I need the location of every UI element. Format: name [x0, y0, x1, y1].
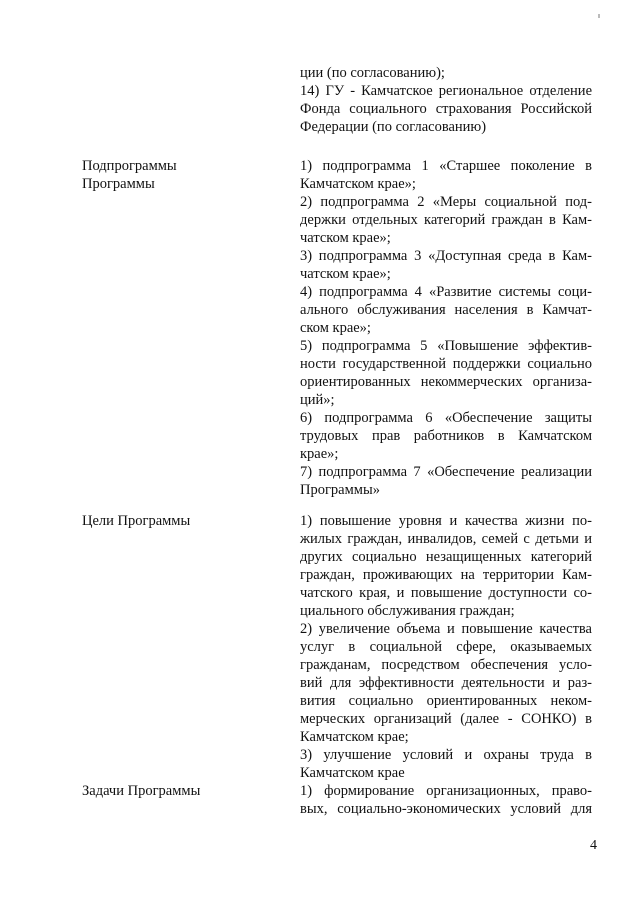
text-line: 3) подпрограмма 3 «Доступная среда в Кам- [300, 248, 592, 264]
top-block [300, 64, 592, 136]
text-line: ций»; [300, 392, 335, 408]
text-line: Камчатском крае; [300, 729, 409, 745]
text-line: Фонда социального страхования Российской [300, 101, 592, 117]
text-line: услуг в социальной сфере, оказываемых [300, 639, 592, 655]
text-line: вых, социально-экономических условий для [300, 801, 592, 817]
text-line: других социально незащищенных категорий [300, 549, 592, 565]
text-line: ориентированных некоммерческих организа- [300, 374, 592, 390]
text-line: гражданам, посредством обеспечения усло- [300, 657, 592, 673]
text-line: жилых граждан, инвалидов, семей с детьми и [300, 531, 592, 547]
text-line: Программы» [300, 482, 380, 498]
text-line: Камчатском крае»; [300, 176, 416, 192]
text-line: 7) подпрограмма 7 «Обеспечение реализации [300, 464, 592, 480]
text-line: чатском крае»; [300, 266, 391, 282]
page-number: 4 [590, 838, 597, 853]
text-line: держки отдельных категорий граждан в Кам- [300, 212, 592, 228]
label-line: Программы [82, 176, 155, 192]
text-line: ском крае»; [300, 320, 371, 336]
text-line: чатского края, и повышение доступности со- [300, 585, 592, 601]
text-line: ности государственной поддержки социально [300, 356, 592, 372]
text-line: 4) подпрограмма 4 «Развитие системы соци- [300, 284, 592, 300]
section-label-goals [82, 512, 190, 530]
text-line: ального обслуживания населения в Камчат- [300, 302, 592, 318]
section-body-goals [300, 512, 592, 782]
text-line: 6) подпрограмма 6 «Обеспечение защиты [300, 410, 592, 426]
text-line: Федерации (по согласованию) [300, 119, 487, 135]
section-body-subprograms [300, 157, 592, 499]
section-label-tasks [82, 782, 200, 800]
text-line: 1) повышение уровня и качества жизни по- [300, 513, 592, 529]
label-line: Задачи Программы [82, 783, 201, 799]
text-line: Камчатском крае [300, 765, 405, 781]
section-label-subprograms [82, 157, 177, 193]
text-line: циального обслуживания граждан; [300, 603, 515, 619]
text-line: мерческих организаций (далее - СОНКО) в [300, 711, 592, 727]
label-line: Цели Программы [82, 513, 191, 529]
text-line: трудовых прав работников в Камчатском [300, 428, 592, 444]
text-line: 1) формирование организационных, право- [300, 783, 592, 799]
text-line: ции (по согласованию); [300, 65, 445, 81]
text-line: чатском крае»; [300, 230, 391, 246]
text-line: 2) подпрограмма 2 «Меры социальной под- [300, 194, 592, 210]
scan-speck [598, 14, 600, 18]
text-line: 3) улучшение условий и охраны труда в [300, 747, 592, 763]
text-line: 14) ГУ - Камчатское региональное отделение [300, 83, 592, 99]
label-line: Подпрограммы [82, 158, 177, 174]
text-line: 2) увеличение объема и повышение качества [300, 621, 592, 637]
text-line: вий для эффективности деятельности и раз- [300, 675, 592, 691]
text-line: 1) подпрограмма 1 «Старшее поколение в [300, 158, 592, 174]
section-body-tasks [300, 782, 592, 818]
text-line: граждан, проживающих на территории Кам- [300, 567, 592, 583]
text-line: вития социально ориентированных неком- [300, 693, 592, 709]
text-line: крае»; [300, 446, 339, 462]
text-line: 5) подпрограмма 5 «Повышение эффектив- [300, 338, 592, 354]
